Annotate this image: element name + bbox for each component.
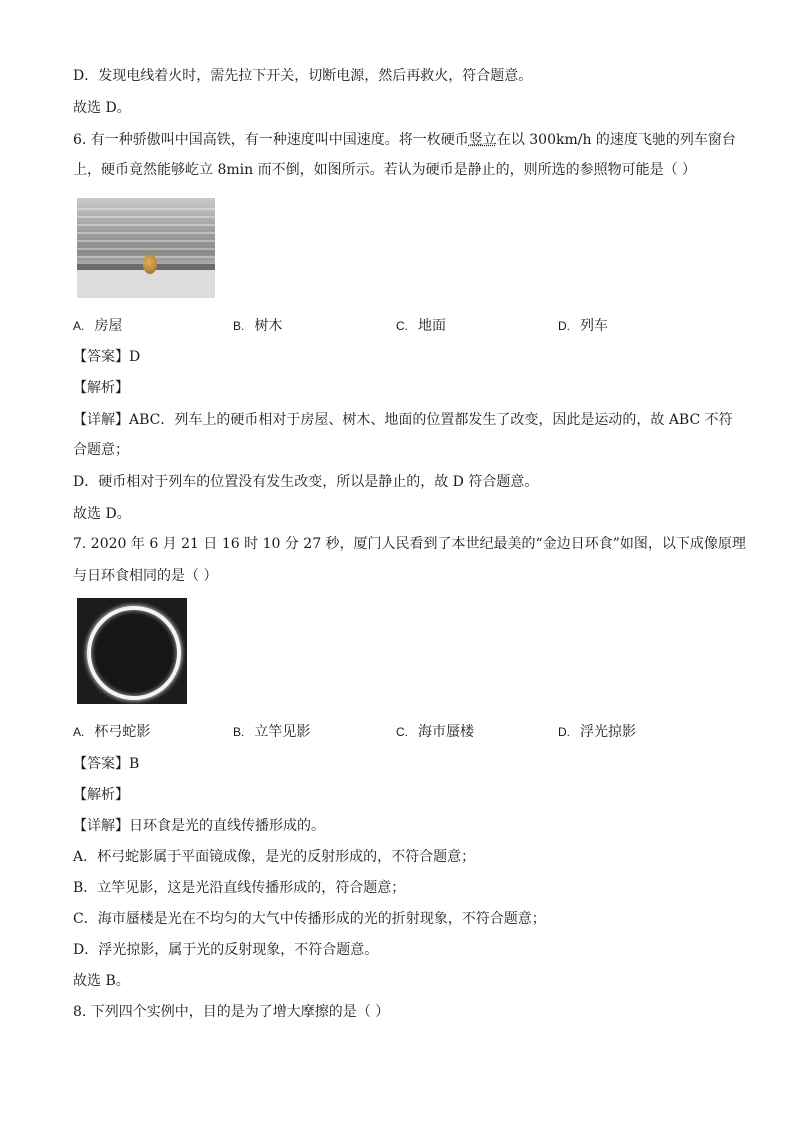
q7-detail-b: B．立竿见影，这是光沿直线传播形成的，符合题意； [73,880,406,896]
q5-option-d-explanation: D．发现电线着火时，需先拉下开关，切断电源，然后再救火，符合题意。 [73,68,533,84]
q6-analysis-label: 【解析】 [73,380,129,396]
eclipse-ring [87,606,181,700]
q5-conclusion: 故选 D。 [73,100,131,116]
q7-analysis-label: 【解析】 [73,787,129,803]
q7-detail-d: D．浮光掠影，属于光的反射现象，不符合题意。 [73,942,379,958]
q6-conclusion: 故选 D。 [73,506,131,522]
q7-option-d[interactable]: D. 浮光掠影 [558,724,636,740]
q7-options [73,722,723,742]
coin-on-train-window-photo [77,198,215,298]
q7-conclusion: 故选 B。 [73,973,130,989]
coin-image [143,254,157,274]
q6-stem-line1 [73,130,736,150]
q6-options [73,316,723,336]
q7-option-b[interactable]: B. 立竿见影 [233,724,311,740]
q7-stem-line1: 7. 2020 年 6 月 21 日 16 时 10 分 27 秒，厦门人民看到了本世纪最美的“金边日环食”如图，以下成像原理 [73,536,746,552]
q7-detail-c: C．海市蜃楼是光在不均匀的大气中传播形成的光的折射现象，不符合题意； [73,911,546,927]
q7-answer: 【答案】B [73,756,140,772]
q7-detail-line1: 【详解】日环食是光的直线传播形成的。 [73,818,325,834]
q6-stem-pre: 6. 有一种骄傲叫中国高铁，有一种速度叫中国速度。将一枚硬币 [73,132,469,148]
q6-detail-line1: 【详解】ABC．列车上的硬币相对于房屋、树木、地面的位置都发生了改变，因此是运动的，故 ABC 不符 [73,412,733,428]
q6-stem-underlined: 竖立 [468,132,497,148]
q6-option-b[interactable]: B. 树木 [233,318,283,334]
q6-option-d[interactable]: D. 列车 [558,318,608,334]
q6-detail-line3: D．硬币相对于列车的位置没有发生改变，所以是静止的，故 D 符合题意。 [73,474,539,490]
q6-stem-line2: 上，硬币竟然能够屹立 8min 而不倒，如图所示。若认为硬币是静止的，则所选的参照物可能是（ ） [73,162,697,178]
q6-stem-post: 在以 300km/h 的速度飞驰的列车窗台 [496,132,736,148]
q7-option-c[interactable]: C. 海市蜃楼 [396,724,474,740]
q6-option-a[interactable]: A. 房屋 [73,318,123,334]
q6-option-c[interactable]: C. 地面 [396,318,446,334]
q6-answer: 【答案】D [73,349,141,365]
q7-detail-a: A．杯弓蛇影属于平面镜成像，是光的反射形成的，不符合题意； [73,849,476,865]
annular-eclipse-photo [77,598,187,704]
q8-stem: 8. 下列四个实例中，目的是为了增大摩擦的是（ ） [73,1004,390,1020]
q7-stem-line2: 与日环食相同的是（ ） [73,568,218,584]
q6-detail-line2: 合题意； [73,442,129,458]
q7-option-a[interactable]: A. 杯弓蛇影 [73,724,151,740]
